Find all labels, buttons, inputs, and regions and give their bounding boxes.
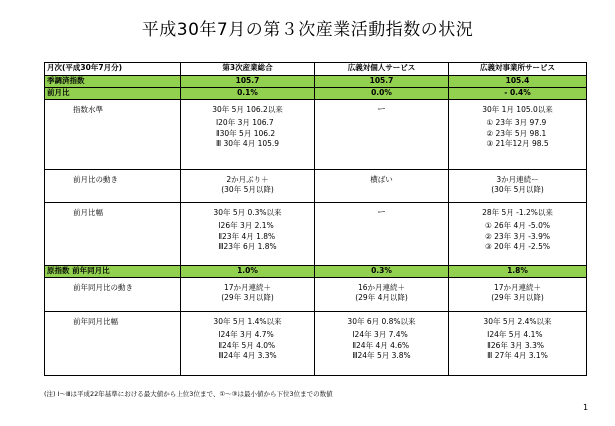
mom-trend-total-since: (30年 5月以降) bbox=[221, 185, 274, 194]
yoy-range-row bbox=[45, 312, 587, 376]
mom-range-personal-main: ー bbox=[376, 208, 386, 218]
mom-label: 前月比 bbox=[45, 88, 181, 100]
list-item: Ⅰ24年 5月 4.1% bbox=[487, 330, 543, 339]
list-item: Ⅰ20年 3月 106.7 bbox=[215, 118, 274, 127]
list-item: ② 23年 3月 -3.9% bbox=[485, 231, 550, 241]
mom-range-row bbox=[45, 203, 587, 266]
yoy-range-total-main: 30年 5月 1.4%以来 bbox=[213, 317, 282, 326]
mom-range-label: 前月比幅 bbox=[45, 203, 181, 266]
yoy-trend-row bbox=[45, 278, 587, 312]
list-item: Ⅰ24年 3月 4.7% bbox=[218, 330, 274, 339]
index-level-row bbox=[45, 100, 587, 170]
index-level-total-main: 30年 5月 106.2以来 bbox=[212, 105, 283, 114]
yoy-range-label: 前年同月比幅 bbox=[45, 312, 181, 376]
list-item: ③ 21年12月 98.5 bbox=[486, 139, 549, 148]
yoy-trend-total: 17か月連続＋ bbox=[223, 283, 272, 292]
footnote: (注) Ⅰ～Ⅲは平成22年基準における最大値から上位3位まで、①～③は最小値から下位3位までの数値 bbox=[44, 390, 333, 398]
yoy-trend-business-since: (29年 3月以降) bbox=[491, 293, 544, 302]
mom-row bbox=[45, 88, 587, 100]
seasonal-index-label: 季調済指数 bbox=[45, 76, 181, 88]
seasonal-index-total: 105.7 bbox=[181, 76, 315, 88]
seasonal-index-business: 105.4 bbox=[449, 76, 587, 88]
header-business-services: 広義対事業所サービス bbox=[449, 63, 587, 76]
yoy-trend-total-since: (29年 3月以降) bbox=[221, 293, 274, 302]
yoy-range-business-main: 30年 5月 2.4%以来 bbox=[483, 317, 552, 326]
yoy-range-personal-main: 30年 6月 0.8%以来 bbox=[347, 317, 416, 326]
raw-yoy-row bbox=[45, 266, 587, 278]
header-personal-services: 広義対個人サービス bbox=[315, 63, 449, 76]
list-item: Ⅱ30年 5月 106.2 bbox=[215, 128, 276, 138]
header-tertiary-total: 第3次産業総合 bbox=[181, 63, 315, 76]
raw-yoy-total: 1.0% bbox=[181, 266, 315, 278]
list-item: Ⅲ24年 4月 3.3% bbox=[218, 351, 277, 360]
raw-yoy-business: 1.8% bbox=[449, 266, 587, 278]
yoy-trend-label: 前年同月比の動き bbox=[45, 278, 181, 312]
mom-trend-total: 2か月ぶり＋ bbox=[226, 175, 269, 184]
list-item: ① 23年 3月 97.9 bbox=[486, 118, 547, 127]
list-item: Ⅲ 30年 4月 105.9 bbox=[215, 139, 280, 148]
raw-yoy-label: 原指数 前年同月比 bbox=[45, 266, 181, 278]
list-item: Ⅲ23年 6月 1.8% bbox=[218, 242, 277, 251]
yoy-trend-business: 17か月連続＋ bbox=[493, 283, 542, 292]
list-item: ② 23年 5月 98.1 bbox=[486, 128, 547, 138]
page-title: 平成30年7月の第３次産業活動指数の状況 bbox=[141, 20, 474, 40]
mom-personal: 0.0% bbox=[315, 88, 449, 100]
header-month: 月次(平成30年7月分) bbox=[45, 63, 181, 76]
raw-yoy-personal: 0.3% bbox=[315, 266, 449, 278]
mom-trend-row bbox=[45, 170, 587, 203]
index-level-business-main: 30年 1月 105.0以来 bbox=[482, 105, 553, 114]
mom-trend-personal: 横ばい bbox=[370, 175, 393, 184]
table-header-row bbox=[45, 63, 587, 76]
mom-trend-label: 前月比の動き bbox=[45, 170, 181, 203]
mom-range-business-main: 28年 5月 -1.2%以来 bbox=[482, 208, 553, 217]
list-item: Ⅱ26年 3月 3.3% bbox=[487, 340, 544, 350]
mom-business: - 0.4% bbox=[449, 88, 587, 100]
mom-trend-business-since: (30年 5月以降) bbox=[491, 185, 544, 194]
list-item: Ⅱ23年 4月 1.8% bbox=[218, 231, 276, 241]
index-level-personal-main: ー bbox=[376, 105, 386, 115]
mom-range-total-main: 30年 5月 0.3%以来 bbox=[213, 208, 282, 217]
list-item: Ⅰ26年 3月 2.1% bbox=[218, 221, 274, 230]
list-item: Ⅲ24年 5月 3.8% bbox=[352, 351, 411, 360]
seasonal-index-personal: 105.7 bbox=[315, 76, 449, 88]
list-item: Ⅲ 27年 4月 3.1% bbox=[487, 351, 548, 360]
list-item: Ⅱ24年 5月 4.0% bbox=[218, 340, 276, 350]
mom-total: 0.1% bbox=[181, 88, 315, 100]
seasonal-index-row bbox=[45, 76, 587, 88]
activity-index-table bbox=[44, 62, 587, 376]
list-item: Ⅱ24年 4月 4.6% bbox=[352, 340, 410, 350]
list-item: ③ 20年 4月 -2.5% bbox=[485, 242, 550, 251]
mom-trend-business: 3か月連続ー bbox=[496, 175, 539, 184]
list-item: ① 26年 4月 -5.0% bbox=[485, 221, 550, 230]
yoy-trend-personal: 16か月連続＋ bbox=[357, 283, 406, 292]
yoy-trend-personal-since: (29年 4月以降) bbox=[355, 293, 408, 302]
index-level-label: 指数水準 bbox=[45, 100, 181, 170]
page-number: 1 bbox=[583, 403, 589, 412]
list-item: Ⅰ24年 3月 7.4% bbox=[352, 330, 408, 339]
